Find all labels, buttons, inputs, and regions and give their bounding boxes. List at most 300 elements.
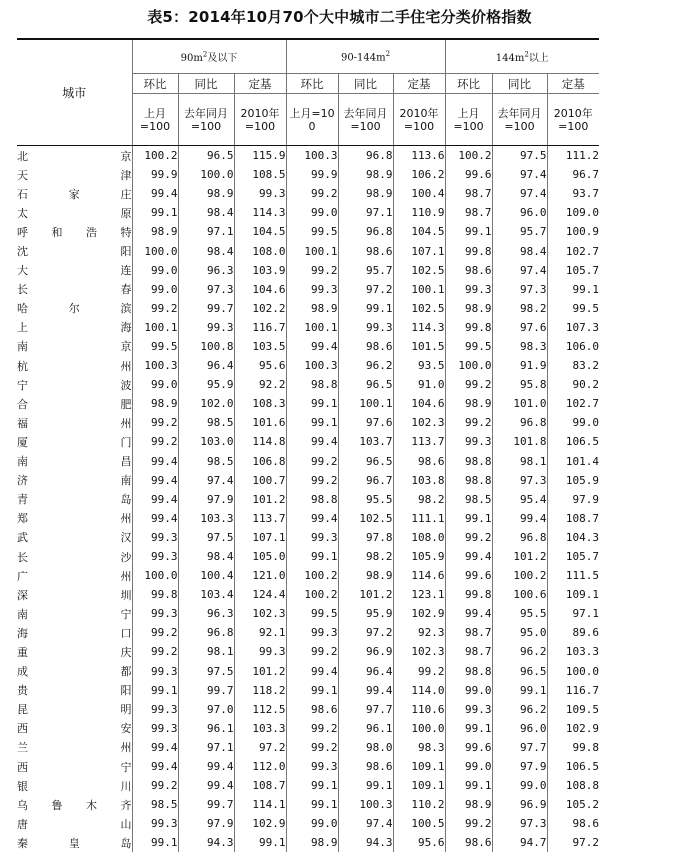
index-value: 99.3 — [132, 604, 178, 623]
index-value: 99.1 — [286, 413, 338, 432]
city-name: 厦门 — [17, 432, 132, 451]
base-label: 去年同月 =100 — [178, 94, 234, 146]
index-value: 98.9 — [338, 165, 393, 184]
index-value: 99.4 — [286, 337, 338, 356]
city-name: 大连 — [17, 261, 132, 280]
city-name: 哈尔滨 — [17, 299, 132, 318]
index-value: 100.1 — [338, 394, 393, 413]
index-value: 102.0 — [178, 394, 234, 413]
index-value: 97.9 — [178, 814, 234, 833]
index-value: 99.3 — [286, 623, 338, 642]
index-value: 97.3 — [492, 471, 547, 490]
index-value: 97.7 — [338, 700, 393, 719]
index-value: 98.6 — [445, 833, 492, 852]
index-value: 115.9 — [234, 146, 286, 166]
index-value: 99.1 — [492, 681, 547, 700]
index-value: 99.0 — [286, 814, 338, 833]
table-row — [17, 814, 599, 833]
index-value: 99.3 — [338, 318, 393, 337]
index-value: 90.2 — [547, 375, 599, 394]
index-value: 100.1 — [393, 280, 445, 299]
index-value: 103.3 — [178, 509, 234, 528]
index-value: 99.7 — [178, 299, 234, 318]
index-value: 99.2 — [132, 432, 178, 451]
index-value: 110.6 — [393, 700, 445, 719]
index-value: 96.9 — [492, 795, 547, 814]
index-value: 105.7 — [547, 547, 599, 566]
index-value: 98.1 — [178, 642, 234, 661]
index-value: 98.1 — [492, 452, 547, 471]
city-name: 长春 — [17, 280, 132, 299]
index-value: 98.5 — [178, 413, 234, 432]
index-value: 96.1 — [338, 719, 393, 738]
city-name: 银川 — [17, 776, 132, 795]
index-value: 96.8 — [338, 146, 393, 166]
index-value: 99.3 — [132, 528, 178, 547]
index-value: 97.9 — [178, 490, 234, 509]
index-value: 92.3 — [393, 623, 445, 642]
index-value: 99.0 — [132, 261, 178, 280]
index-value: 99.0 — [132, 375, 178, 394]
index-value: 99.3 — [445, 432, 492, 451]
city-name: 青岛 — [17, 490, 132, 509]
index-value: 99.8 — [445, 241, 492, 260]
city-name: 重庆 — [17, 642, 132, 661]
index-value: 99.2 — [445, 528, 492, 547]
index-value: 93.5 — [393, 356, 445, 375]
index-value: 96.1 — [178, 719, 234, 738]
index-value: 108.5 — [234, 165, 286, 184]
city-name: 宁波 — [17, 375, 132, 394]
table-row — [17, 261, 599, 280]
index-value: 97.2 — [547, 833, 599, 852]
index-value: 104.6 — [393, 394, 445, 413]
index-value: 98.9 — [338, 184, 393, 203]
index-value: 99.3 — [445, 280, 492, 299]
group-header-medium: $90-144m^2$ — [286, 39, 445, 74]
city-name: 郑州 — [17, 509, 132, 528]
index-value: 102.2 — [234, 299, 286, 318]
base-label: 2010年 =100 — [547, 94, 599, 146]
index-value: 97.1 — [178, 222, 234, 241]
index-value: 98.7 — [445, 203, 492, 222]
subheader-fixed-base: 定基 — [393, 74, 445, 94]
index-value: 100.3 — [338, 795, 393, 814]
index-value: 98.2 — [393, 490, 445, 509]
base-label: 去年同月 =100 — [338, 94, 393, 146]
index-value: 101.8 — [492, 432, 547, 451]
index-value: 114.8 — [234, 432, 286, 451]
index-value: 97.6 — [492, 318, 547, 337]
city-name: 济南 — [17, 471, 132, 490]
index-value: 98.8 — [445, 662, 492, 681]
index-value: 111.1 — [393, 509, 445, 528]
city-name: 呼和浩特 — [17, 222, 132, 241]
table-row — [17, 146, 599, 166]
index-value: 98.6 — [338, 757, 393, 776]
index-value: 99.2 — [286, 738, 338, 757]
index-value: 102.3 — [234, 604, 286, 623]
index-value: 99.5 — [286, 604, 338, 623]
city-name: 贵阳 — [17, 681, 132, 700]
index-value: 99.8 — [445, 585, 492, 604]
index-value: 95.0 — [492, 623, 547, 642]
city-name: 北京 — [17, 146, 132, 166]
index-value: 107.1 — [234, 528, 286, 547]
index-value: 98.2 — [492, 299, 547, 318]
index-value: 99.5 — [547, 299, 599, 318]
index-value: 103.8 — [393, 471, 445, 490]
index-value: 98.6 — [338, 241, 393, 260]
index-value: 100.1 — [286, 318, 338, 337]
city-name: 西安 — [17, 719, 132, 738]
table-row — [17, 394, 599, 413]
index-value: 107.1 — [393, 241, 445, 260]
subheader-yoy: 同比 — [492, 74, 547, 94]
index-value: 97.1 — [178, 738, 234, 757]
index-value: 106.0 — [547, 337, 599, 356]
index-value: 105.2 — [547, 795, 599, 814]
subheader-fixed-base: 定基 — [547, 74, 599, 94]
index-value: 92.1 — [234, 623, 286, 642]
base-label: 去年同月 =100 — [492, 94, 547, 146]
index-value: 99.1 — [286, 681, 338, 700]
index-value: 102.9 — [234, 814, 286, 833]
index-value: 99.0 — [445, 757, 492, 776]
index-value: 106.5 — [547, 757, 599, 776]
table-row — [17, 337, 599, 356]
index-value: 94.7 — [492, 833, 547, 852]
index-value: 100.0 — [547, 662, 599, 681]
city-name: 唐山 — [17, 814, 132, 833]
index-value: 103.9 — [234, 261, 286, 280]
index-value: 99.1 — [132, 681, 178, 700]
table-row — [17, 795, 599, 814]
base-label: 上月 =100 — [132, 94, 178, 146]
index-value: 97.2 — [234, 738, 286, 757]
index-value: 99.1 — [286, 795, 338, 814]
table-row — [17, 490, 599, 509]
index-value: 100.0 — [178, 165, 234, 184]
index-value: 96.0 — [492, 719, 547, 738]
index-value: 100.0 — [393, 719, 445, 738]
index-value: 99.4 — [445, 547, 492, 566]
index-value: 97.7 — [492, 738, 547, 757]
table-row — [17, 681, 599, 700]
index-value: 104.5 — [393, 222, 445, 241]
index-value: 99.3 — [234, 642, 286, 661]
city-name: 昆明 — [17, 700, 132, 719]
index-value: 102.9 — [393, 604, 445, 623]
index-value: 109.1 — [547, 585, 599, 604]
index-value: 96.0 — [492, 203, 547, 222]
index-value: 98.6 — [286, 700, 338, 719]
index-value: 95.6 — [234, 356, 286, 375]
index-value: 103.4 — [178, 585, 234, 604]
index-value: 101.2 — [338, 585, 393, 604]
index-value: 100.2 — [286, 566, 338, 585]
index-value: 97.3 — [178, 280, 234, 299]
city-name: 西宁 — [17, 757, 132, 776]
index-value: 102.5 — [393, 261, 445, 280]
index-value: 99.1 — [338, 299, 393, 318]
index-value: 101.0 — [492, 394, 547, 413]
index-value: 111.2 — [547, 146, 599, 166]
index-value: 97.9 — [547, 490, 599, 509]
subheader-mom: 环比 — [286, 74, 338, 94]
index-value: 95.7 — [338, 261, 393, 280]
index-value: 98.6 — [393, 452, 445, 471]
index-value: 98.9 — [286, 833, 338, 852]
city-name: 天津 — [17, 165, 132, 184]
index-value: 95.4 — [492, 490, 547, 509]
city-name: 武汉 — [17, 528, 132, 547]
table-row — [17, 375, 599, 394]
index-value: 105.9 — [393, 547, 445, 566]
table-row — [17, 700, 599, 719]
index-value: 99.3 — [132, 547, 178, 566]
index-value: 99.4 — [132, 490, 178, 509]
table-row — [17, 528, 599, 547]
index-value: 99.1 — [445, 719, 492, 738]
city-column-header: 城市 — [17, 39, 132, 146]
index-value: 99.1 — [132, 833, 178, 852]
index-value: 99.1 — [445, 776, 492, 795]
index-value: 96.4 — [178, 356, 234, 375]
index-value: 99.4 — [492, 509, 547, 528]
index-value: 99.9 — [132, 165, 178, 184]
index-value: 104.5 — [234, 222, 286, 241]
index-value: 99.1 — [445, 222, 492, 241]
index-value: 106.5 — [547, 432, 599, 451]
index-value: 99.2 — [286, 719, 338, 738]
index-value: 98.5 — [178, 452, 234, 471]
index-value: 111.5 — [547, 566, 599, 585]
index-value: 99.2 — [286, 452, 338, 471]
index-value: 94.3 — [338, 833, 393, 852]
city-name: 杭州 — [17, 356, 132, 375]
index-value: 94.3 — [178, 833, 234, 852]
index-value: 99.8 — [445, 318, 492, 337]
index-value: 99.3 — [286, 280, 338, 299]
index-value: 97.3 — [492, 814, 547, 833]
subheader-yoy: 同比 — [178, 74, 234, 94]
index-value: 97.4 — [492, 261, 547, 280]
index-value: 102.9 — [547, 719, 599, 738]
table-row — [17, 452, 599, 471]
table-row — [17, 299, 599, 318]
city-name: 秦皇岛 — [17, 833, 132, 852]
index-value: 105.7 — [547, 261, 599, 280]
index-value: 99.4 — [338, 681, 393, 700]
index-value: 98.4 — [178, 203, 234, 222]
index-value: 96.8 — [492, 528, 547, 547]
index-value: 92.2 — [234, 375, 286, 394]
index-value: 108.7 — [547, 509, 599, 528]
index-value: 97.4 — [492, 184, 547, 203]
table-title: 表5：2014年10月70个大中城市二手住宅分类价格指数 — [0, 6, 679, 27]
index-value: 98.3 — [393, 738, 445, 757]
city-name: 乌鲁木齐 — [17, 795, 132, 814]
city-name: 南昌 — [17, 452, 132, 471]
index-value: 108.8 — [547, 776, 599, 795]
table-body — [17, 146, 599, 852]
index-value: 113.7 — [234, 509, 286, 528]
index-value: 99.9 — [286, 165, 338, 184]
table-row — [17, 203, 599, 222]
index-value: 98.8 — [445, 452, 492, 471]
index-value: 100.2 — [445, 146, 492, 166]
index-value: 99.2 — [132, 623, 178, 642]
index-value: 97.4 — [338, 814, 393, 833]
index-value: 96.5 — [178, 146, 234, 166]
city-name: 兰州 — [17, 738, 132, 757]
index-value: 99.7 — [178, 681, 234, 700]
index-value: 96.8 — [338, 222, 393, 241]
table-row — [17, 738, 599, 757]
index-value: 97.4 — [178, 471, 234, 490]
table-row — [17, 623, 599, 642]
index-value: 98.8 — [286, 375, 338, 394]
index-value: 99.2 — [286, 184, 338, 203]
index-value: 98.4 — [178, 547, 234, 566]
index-value: 100.7 — [234, 471, 286, 490]
index-value: 99.4 — [132, 738, 178, 757]
index-value: 98.8 — [286, 490, 338, 509]
index-value: 98.4 — [178, 241, 234, 260]
index-value: 100.2 — [132, 146, 178, 166]
index-value: 95.5 — [492, 604, 547, 623]
table-row — [17, 241, 599, 260]
index-value: 99.3 — [286, 757, 338, 776]
index-value: 105.9 — [547, 471, 599, 490]
index-value: 99.1 — [234, 833, 286, 852]
index-value: 98.7 — [445, 184, 492, 203]
index-value: 97.8 — [338, 528, 393, 547]
index-value: 110.9 — [393, 203, 445, 222]
index-value: 96.7 — [547, 165, 599, 184]
index-value: 99.1 — [338, 776, 393, 795]
index-value: 99.4 — [132, 471, 178, 490]
index-value: 96.5 — [492, 662, 547, 681]
index-value: 95.5 — [338, 490, 393, 509]
index-value: 95.7 — [492, 222, 547, 241]
index-value: 98.9 — [132, 222, 178, 241]
index-value: 100.1 — [132, 318, 178, 337]
index-value: 103.0 — [178, 432, 234, 451]
index-value: 109.1 — [393, 776, 445, 795]
index-value: 98.9 — [445, 795, 492, 814]
table-row — [17, 662, 599, 681]
index-value: 99.1 — [286, 394, 338, 413]
index-value: 99.7 — [178, 795, 234, 814]
index-value: 99.4 — [286, 662, 338, 681]
index-value: 99.4 — [132, 184, 178, 203]
table-row — [17, 471, 599, 490]
index-value: 99.2 — [132, 413, 178, 432]
index-value: 109.5 — [547, 700, 599, 719]
index-value: 99.4 — [132, 509, 178, 528]
index-value: 99.2 — [445, 814, 492, 833]
group-header-large: $144m^2$以上 — [445, 39, 599, 74]
index-value: 99.4 — [286, 509, 338, 528]
city-name: 太原 — [17, 203, 132, 222]
subheader-mom: 环比 — [445, 74, 492, 94]
index-value: 99.0 — [547, 413, 599, 432]
index-value: 99.0 — [132, 280, 178, 299]
index-value: 100.8 — [178, 337, 234, 356]
index-value: 114.1 — [234, 795, 286, 814]
table-row — [17, 280, 599, 299]
index-value: 99.1 — [445, 509, 492, 528]
index-value: 108.7 — [234, 776, 286, 795]
city-name: 沈阳 — [17, 241, 132, 260]
index-value: 100.5 — [393, 814, 445, 833]
index-value: 97.5 — [492, 146, 547, 166]
index-value: 99.0 — [286, 203, 338, 222]
index-value: 100.0 — [132, 241, 178, 260]
index-value: 100.2 — [492, 566, 547, 585]
index-value: 95.9 — [178, 375, 234, 394]
index-value: 97.4 — [492, 165, 547, 184]
index-value: 99.3 — [132, 719, 178, 738]
table-row — [17, 604, 599, 623]
index-value: 99.6 — [445, 165, 492, 184]
index-value: 98.6 — [547, 814, 599, 833]
index-value: 98.5 — [445, 490, 492, 509]
index-value: 109.0 — [547, 203, 599, 222]
index-value: 99.5 — [286, 222, 338, 241]
city-name: 长沙 — [17, 547, 132, 566]
index-value: 102.7 — [547, 241, 599, 260]
index-value: 102.5 — [393, 299, 445, 318]
index-value: 100.3 — [286, 146, 338, 166]
table-row — [17, 776, 599, 795]
index-value: 93.7 — [547, 184, 599, 203]
index-value: 98.5 — [132, 795, 178, 814]
index-value: 99.2 — [445, 413, 492, 432]
index-value: 113.6 — [393, 146, 445, 166]
table-row — [17, 432, 599, 451]
index-value: 98.9 — [132, 394, 178, 413]
index-value: 114.6 — [393, 566, 445, 585]
table-row — [17, 566, 599, 585]
index-value: 114.3 — [393, 318, 445, 337]
index-value: 95.8 — [492, 375, 547, 394]
index-value: 100.2 — [286, 585, 338, 604]
index-value: 98.6 — [338, 337, 393, 356]
index-value: 96.7 — [338, 471, 393, 490]
index-value: 97.5 — [178, 528, 234, 547]
index-value: 97.2 — [338, 280, 393, 299]
table-row — [17, 642, 599, 661]
index-value: 116.7 — [234, 318, 286, 337]
index-value: 99.2 — [132, 776, 178, 795]
subheader-mom: 环比 — [132, 74, 178, 94]
index-value: 110.2 — [393, 795, 445, 814]
index-value: 100.4 — [393, 184, 445, 203]
index-value: 99.4 — [445, 604, 492, 623]
index-value: 91.0 — [393, 375, 445, 394]
index-value: 99.2 — [286, 642, 338, 661]
index-value: 99.3 — [132, 662, 178, 681]
index-value: 100.1 — [286, 241, 338, 260]
index-value: 103.7 — [338, 432, 393, 451]
index-value: 98.6 — [445, 261, 492, 280]
index-value: 121.0 — [234, 566, 286, 585]
index-value: 106.8 — [234, 452, 286, 471]
index-value: 99.2 — [286, 471, 338, 490]
